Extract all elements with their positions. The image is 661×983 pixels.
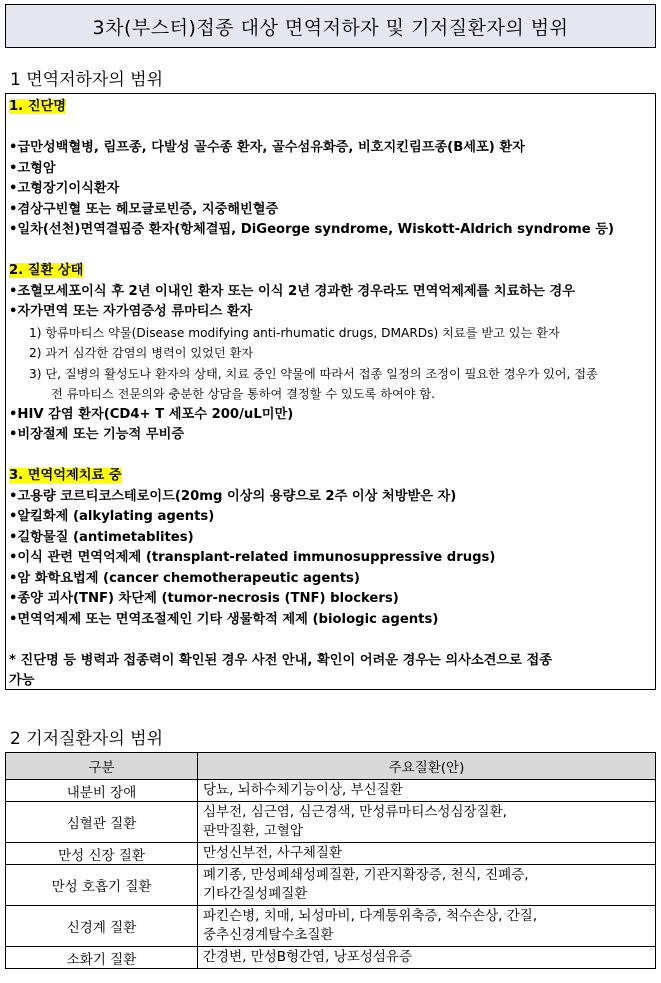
line-text: •비장절제 또는 기능적 무비증 (9, 427, 185, 442)
list-item (9, 651, 653, 672)
disease-line: 당뇨, 뇌하수체기능이상, 부신질환 (203, 782, 403, 798)
category-heading (9, 97, 653, 118)
column-header-category: 구분 (6, 753, 198, 780)
line-text: •길항물질 (antimetablites) (9, 529, 194, 545)
list-item (9, 589, 653, 610)
line-text: •일차(선천)면역결핍증 환자(항체결핍, DiGeorge syndrome, Wiskott-Aldrich syndrome 등) (9, 222, 615, 237)
category-cell: 내분비 장애 (6, 780, 198, 802)
line-text: 3. 면역억제치료 중 (9, 468, 122, 483)
underlying-conditions-table (5, 752, 656, 969)
list-item (9, 282, 653, 303)
line-text: 1. 진단명 (9, 99, 66, 114)
table-header-row (6, 753, 656, 780)
list-item (9, 138, 653, 159)
line-text: •조혈모세포이식 후 2년 이내인 환자 또는 이식 2년 경과한 경우라도 면역억제제를 치료하는 경우 (9, 283, 575, 299)
disease-line: 파킨슨병, 치매, 뇌성마비, 다계통위축증, 척수손상, 간질, (203, 908, 538, 924)
list-item (9, 179, 653, 200)
table-row (6, 802, 656, 843)
category-cell: 신경계 질환 (6, 906, 198, 947)
line-text: * 진단명 등 병력과 접종력이 확인된 경우 사전 안내, 확인이 어려운 경우는 의사소견으로 접종 (9, 652, 552, 668)
list-item (9, 343, 653, 364)
list-item (9, 364, 653, 385)
table-row (6, 843, 656, 865)
column-header-diseases: 주요질환(안) (198, 753, 656, 780)
line-text: •암 화학요법제 (cancer chemotherapeutic agents) (9, 570, 360, 586)
disease-line: 중추신경계탈수초질환 (203, 927, 334, 943)
list-item (9, 487, 653, 508)
section-heading-underlying-conditions: 2 기저질환자의 범위 (10, 729, 163, 749)
category-cell: 심혈관 질환 (6, 802, 198, 843)
list-item (9, 200, 653, 221)
immunocompromised-criteria-box (5, 93, 656, 690)
diseases-cell (198, 843, 656, 865)
line-text: •겸상구빈혈 또는 헤모글로빈증, 지중해빈혈증 (9, 201, 279, 217)
line-text: 전 류마티스 전문의와 충분한 상담을 통하여 결정할 수 있도록 하여야 함. (51, 387, 436, 401)
list-item (9, 302, 653, 323)
line-text: 3) 단, 질병의 활성도나 환자의 상태, 치료 중인 약물에 따라서 접종 일정의 조정이 필요한 경우가 있어, 접종 (29, 366, 598, 381)
list-item (9, 507, 653, 528)
list-item (9, 405, 653, 426)
list-item (9, 610, 653, 631)
line-text: •HIV 감염 환자(CD4+ T 세포수 200/uL미만) (9, 406, 294, 422)
category-heading (9, 261, 653, 282)
category-cell: 만성 신장 질환 (6, 843, 198, 865)
list-item (9, 425, 653, 446)
diseases-cell (198, 802, 656, 843)
diseases-cell (198, 865, 656, 906)
disease-line: 폐기종, 만성폐쇄성폐질환, 기관지확장증, 천식, 진폐증, (203, 867, 529, 883)
line-text: •이식 관련 면역억제제 (transplant-related immunosuppressive drugs) (9, 550, 496, 565)
line-text: •자가면역 또는 자가염증성 류마티스 환자 (9, 304, 253, 319)
table-row (6, 906, 656, 947)
line-text: •고형암 (9, 160, 56, 176)
list-item (9, 548, 653, 569)
line-text: •종양 괴사(TNF) 차단제 (tumor-necrosis (TNF) blockers) (9, 591, 399, 606)
diseases-cell (198, 947, 656, 969)
line-text: •고형장기이식환자 (9, 181, 120, 196)
list-item (9, 569, 653, 590)
section-heading-immunocompromised: 1 면역저하자의 범위 (10, 70, 163, 90)
list-item (9, 323, 653, 344)
category-heading (9, 466, 653, 487)
blank-line (9, 241, 653, 262)
disease-line: 만성신부전, 사구체질환 (203, 845, 342, 861)
list-item (9, 671, 653, 692)
table-row (6, 780, 656, 802)
line-text: •고용량 코르티코스테로이드(20mg 이상의 용량으로 2주 이상 처방받은 자) (9, 488, 457, 504)
page-title: 3차(부스터)접종 대상 면역저하자 및 기저질환자의 범위 (5, 4, 656, 48)
table-row (6, 865, 656, 906)
diseases-cell (198, 780, 656, 802)
diseases-cell (198, 906, 656, 947)
disease-line: 심부전, 심근염, 심근경색, 만성류마티스성심장질환, (203, 804, 507, 820)
list-item (9, 220, 653, 241)
list-item (9, 528, 653, 549)
line-text: 1) 항류마티스 약물(Disease modifying anti-rhumatic drugs, DMARDs) 치료를 받고 있는 환자 (29, 325, 560, 340)
blank-line (9, 446, 653, 467)
line-text: •면역억제제 또는 면역조절제인 기타 생물학적 제제 (biologic agents) (9, 611, 439, 627)
category-cell: 만성 호흡기 질환 (6, 865, 198, 906)
disease-line: 기타간질성폐질환 (203, 886, 308, 902)
table-row (6, 947, 656, 969)
disease-line: 간경변, 만성B형간염, 낭포성섬유증 (203, 949, 413, 965)
line-text: 2) 과거 심각한 감염의 병력이 있었던 환자 (29, 346, 254, 360)
line-text: •급만성백혈병, 림프종, 다발성 골수종 환자, 골수섬유화증, 비호지킨림프종(B세포) 환자 (9, 140, 525, 155)
list-item (9, 384, 653, 405)
disease-line: 판막질환, 고혈압 (203, 823, 303, 839)
blank-line (9, 630, 653, 651)
blank-line (9, 118, 653, 139)
list-item (9, 159, 653, 180)
line-text: 가능 (9, 673, 35, 688)
line-text: 2. 질환 상태 (9, 263, 84, 278)
category-cell: 소화기 질환 (6, 947, 198, 969)
line-text: •알킬화제 (alkylating agents) (9, 509, 215, 524)
